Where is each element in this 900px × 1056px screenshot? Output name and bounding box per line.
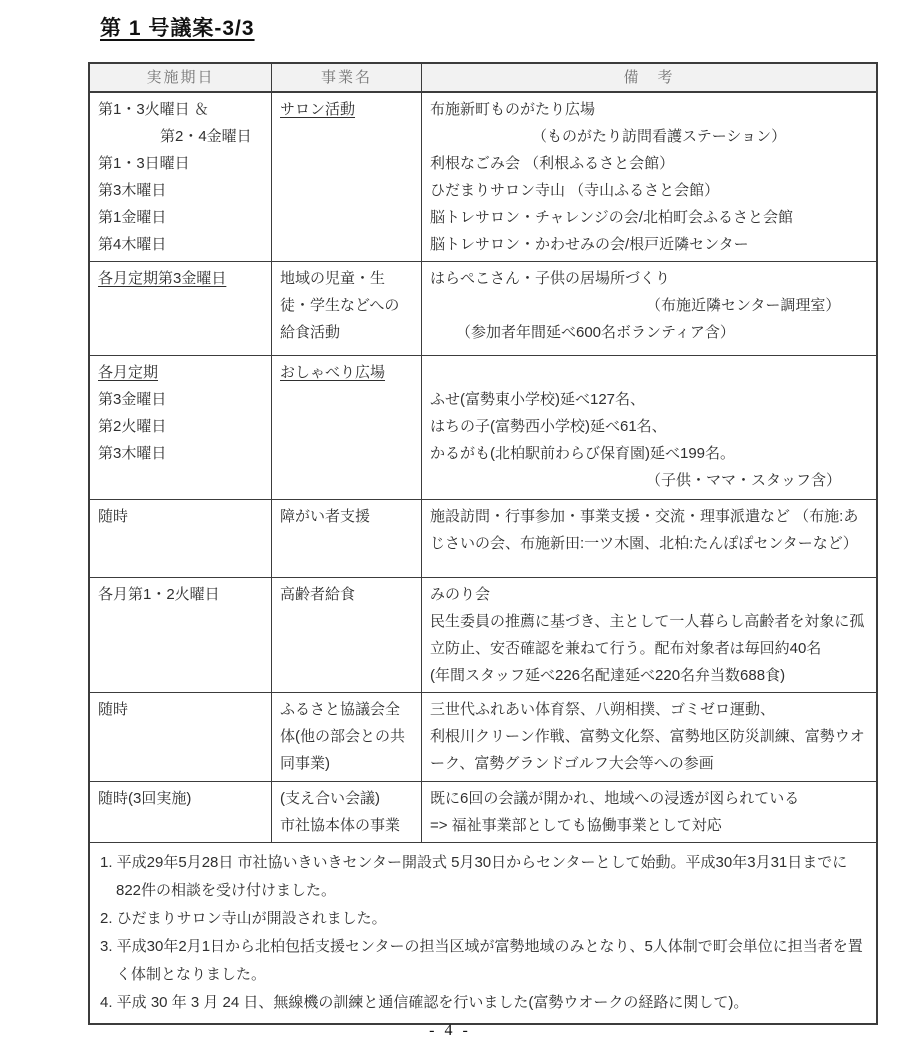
note-item: 3. 平成30年2月1日から北柏包括支援センターの担当区域が富勢地域のみとなり、5人体制で町会単位に担当者を置く体制となりました。: [100, 938, 863, 983]
note-item: 2. ひだまりサロン寺山が開設されました。: [100, 910, 387, 927]
notes-section: [90, 843, 876, 1023]
remark-line: ふせ(富勢東小学校)延べ127名、: [430, 391, 646, 408]
remark-line: 既に6回の会議が開かれ、地域への浸透が図られている: [430, 790, 800, 807]
cell-date: [90, 356, 272, 499]
note-item: 1. 平成29年5月28日 市社協いきいきセンター開設式 5月30日からセンターとして始動。平成30年3月31日までに822件の相談を受け付けました。: [100, 854, 848, 899]
date-line: 随時: [98, 701, 129, 718]
remark-line: 脳トレサロン・チャレンジの会/北柏町会ふるさと会館: [430, 209, 793, 226]
date-line: 第1・3火曜日 ＆: [98, 101, 209, 118]
cell-remarks: [422, 782, 876, 842]
cell-name: [272, 93, 422, 261]
date-line: 各月定期第3金曜日: [98, 270, 227, 287]
remark-line: みのり会: [430, 586, 491, 603]
header-name: 事業名: [272, 64, 422, 91]
cell-date: [90, 262, 272, 355]
remark-line: はちの子(富勢西小学校)延べ61名、: [430, 418, 667, 435]
page-title: 第 1 号議案-3/3: [100, 17, 255, 40]
date-line: 各月第1・2火曜日: [98, 586, 220, 603]
cell-remarks: [422, 262, 876, 355]
remark-line: （参加者年間延べ600名ボランティア含）: [456, 324, 735, 341]
cell-date: [90, 93, 272, 261]
remark-line: かるがも(北柏駅前わらび保育園)延べ199名。: [430, 445, 736, 462]
project-name: サロン活動: [280, 101, 356, 118]
project-name: ふるさと協議会全体(他の部会との共同事業): [280, 701, 405, 772]
remark-line: はらぺこさん・子供の居場所づくり: [430, 270, 671, 287]
cell-name: [272, 782, 422, 842]
remark-line: 布施新町ものがたり広場: [430, 101, 596, 118]
date-line: 各月定期: [98, 364, 159, 381]
date-line: 第2・4金曜日: [160, 128, 252, 145]
remark-line: => 福祉事業部としても協働事業として対応: [430, 817, 722, 834]
cell-date: [90, 578, 272, 692]
cell-name: [272, 578, 422, 692]
cell-remarks: [422, 500, 876, 577]
remark-line: 利根なごみ会 （利根ふるさと会館）: [430, 155, 675, 172]
remark-line: [430, 359, 868, 386]
header-remarks: 備 考: [623, 69, 675, 86]
table-row: [90, 500, 876, 578]
project-name: 高齢者給食: [280, 586, 356, 603]
page-number: - 4 -: [429, 1022, 471, 1039]
remark-line: 三世代ふれあい体育祭、八朔相撲、ゴミゼロ運動、: [430, 701, 776, 718]
table-row: [90, 693, 876, 782]
table-row: [90, 356, 876, 500]
cell-remarks: [422, 578, 876, 692]
table-row: [90, 93, 876, 262]
project-name: 地域の児童・生徒・学生などへの給食活動: [280, 270, 400, 341]
remark-line: (年間スタッフ延べ226名配達延べ220名弁当数688食): [430, 667, 786, 684]
date-line: 第1金曜日: [98, 209, 167, 226]
cell-remarks: [422, 356, 876, 499]
project-name: 市社協本体の事業: [280, 817, 401, 834]
remark-line: 脳トレサロン・かわせみの会/根戸近隣センター: [430, 236, 749, 253]
cell-name: [272, 356, 422, 499]
remark-line: ひだまりサロン寺山 （寺山ふるさと会館）: [430, 182, 720, 199]
remark-paragraph: 民生委員の推薦に基づき、主として一人暮らし高齢者を対象に孤立防止、安否確認を兼ねて行う。配布対象者は毎回約40名: [430, 613, 865, 657]
date-line: 随時: [98, 508, 129, 525]
cell-date: [90, 500, 272, 577]
table-header-row: [90, 64, 876, 93]
date-line: 第2火曜日: [98, 418, 167, 435]
cell-name: [272, 262, 422, 355]
cell-name: [272, 500, 422, 577]
remark-line: （布施近隣センター調理室）: [646, 297, 841, 314]
project-name: おしゃべり広場: [280, 364, 386, 381]
cell-remarks: [422, 693, 876, 781]
date-line: 第4木曜日: [98, 236, 167, 253]
cell-remarks: [422, 93, 876, 261]
date-line: 第3木曜日: [98, 445, 167, 462]
header-date: 実施期日: [90, 64, 272, 91]
table-row-notes: [90, 843, 876, 1023]
table-row: [90, 782, 876, 843]
remark-paragraph: 利根川クリーン作戦、富勢文化祭、富勢地区防災訓練、富勢ウオーク、富勢グランドゴルフ大会等への参画: [430, 728, 865, 772]
table-row: [90, 578, 876, 693]
remark-line: （ものがたり訪問看護ステーション）: [532, 128, 787, 145]
cell-name: [272, 693, 422, 781]
note-item: 4. 平成 30 年 3 月 24 日、無線機の訓練と通信確認を行いました(富勢ウオークの経路に関して)。: [100, 994, 749, 1011]
table-row: [90, 262, 876, 356]
date-line: 第1・3日曜日: [98, 155, 190, 172]
date-line: 第3金曜日: [98, 391, 167, 408]
cell-date: [90, 693, 272, 781]
remark-paragraph: 施設訪問・行事参加・事業支援・交流・理事派遣など （布施:あじさいの会、布施新田:一ツ木園、北柏:たんぽぽセンターなど）: [430, 508, 859, 552]
cell-date: [90, 782, 272, 842]
project-name: (支え合い会議): [280, 790, 380, 807]
agenda-table: [88, 62, 878, 1025]
date-line: 第3木曜日: [98, 182, 167, 199]
date-line: 随時(3回実施): [98, 790, 192, 807]
project-name: 障がい者支援: [280, 508, 371, 525]
remark-line: （子供・ママ・スタッフ含）: [646, 472, 842, 489]
